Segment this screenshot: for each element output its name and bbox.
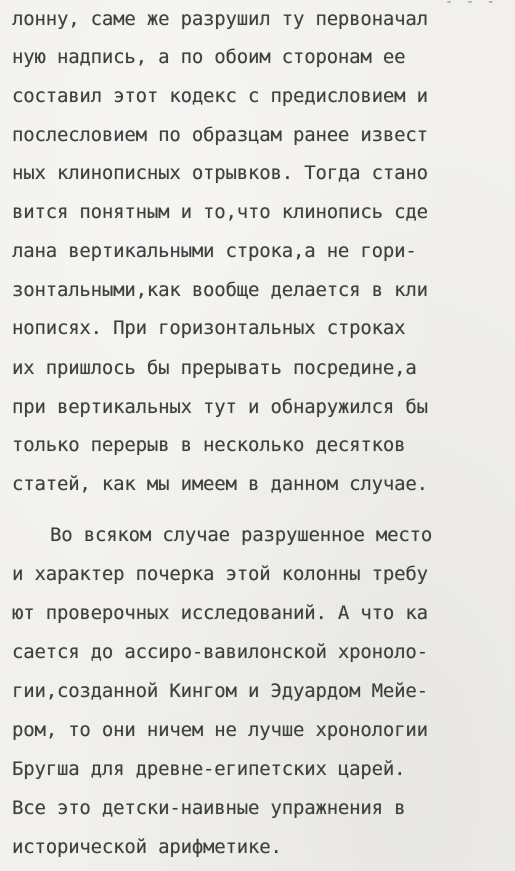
text-line-11: при вертикальных тут и обнаружился бы xyxy=(12,396,428,418)
text-line-12: только перерыв в несколько десятков xyxy=(12,434,406,456)
text-line-20: Бругша для древне-египетских царей. xyxy=(12,758,406,780)
text-line-13: статей, как мы имеем в данном случае. xyxy=(12,473,428,495)
text-line-8: зонтальными,как вообще делается в кли xyxy=(12,279,428,301)
text-line-7: лана вертикальными строка,а не гори- xyxy=(12,240,417,262)
text-line-18: гии,созданной Кингом и Эдуардом Мейе- xyxy=(12,680,428,702)
text-line-19: ром, то они ничем не лучше хронологии xyxy=(12,719,428,741)
text-line-4: послесловием по образцам ранее извест xyxy=(12,124,428,146)
text-line-10: их пришлось бы прерывать посредине,а xyxy=(12,357,417,379)
page-corner-mark: - - - xyxy=(444,0,497,10)
text-line-2: ную надпись, а по обоим сторонам ее xyxy=(12,46,406,68)
text-line-21: Все это детски-наивные упражнения в xyxy=(12,797,406,819)
text-line-14-paragraph-start: Во всяком случае разрушенное место xyxy=(50,524,433,546)
text-line-17: сается до ассиро-вавилонской хроноло- xyxy=(12,641,428,663)
text-line-5: ных клинописных отрывков. Тогда стано xyxy=(12,162,428,184)
text-line-22: исторической арифметике. xyxy=(12,836,282,858)
text-line-9: нописях. При горизонтальных строках xyxy=(12,317,406,339)
text-line-1: лонну, саме же разрушил ту первоначал xyxy=(12,8,428,30)
text-line-6: вится понятным и то,что клинопись сде xyxy=(12,201,428,223)
text-line-16: ют проверочных исследований. А что ка xyxy=(12,602,428,624)
text-line-15: и характер почерка этой колонны требу xyxy=(12,563,428,585)
text-line-3: составил этот кодекс с предисловием и xyxy=(12,85,428,107)
